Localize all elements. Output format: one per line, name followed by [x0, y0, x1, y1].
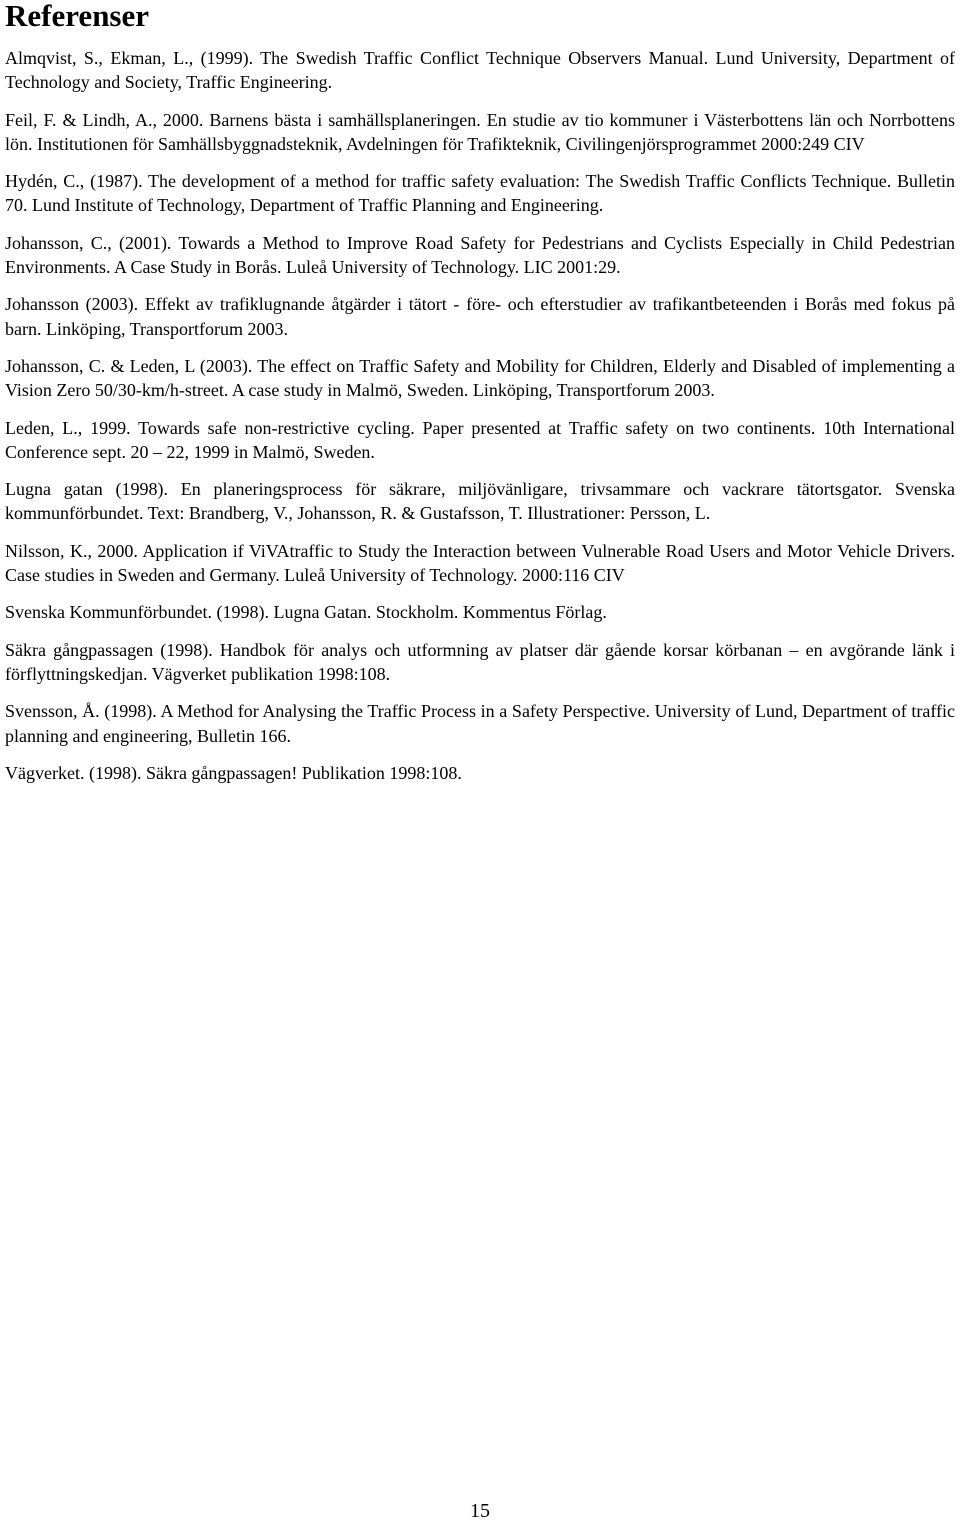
reference-entry: Johansson (2003). Effekt av trafiklugnande åtgärder i tätort - före- och efterstudier av trafikantbeteenden i Borås med fokus på barn. Linköping, Transportforum 2003.	[5, 294, 955, 339]
reference-entry: Feil, F. & Lindh, A., 2000. Barnens bästa i samhällsplaneringen. En studie av tio kommuner i Västerbottens län och Norrbottens lön. Institutionen för Samhällsbyggnadsteknik, Avdelningen för Trafikteknik, Civilingenjörsprogrammet 2000:249 CIV	[5, 109, 955, 154]
reference-entry: Leden, L., 1999. Towards safe non-restrictive cycling. Paper presented at Traffic safety on two continents. 10th International Conference sept. 20 – 22, 1999 in Malmö, Sweden.	[5, 417, 955, 462]
page-number: 15	[470, 1500, 490, 1522]
reference-entry: Hydén, C., (1987). The development of a method for traffic safety evaluation: The Swedish Traffic Conflicts Technique. Bulletin 70. Lund Institute of Technology, Department of Traffic Planning and Engineering.	[5, 171, 955, 216]
reference-entry: Almqvist, S., Ekman, L., (1999). The Swedish Traffic Conflict Technique Observers Manual. Lund University, Department of Technology and Society, Traffic Engineering.	[5, 48, 955, 93]
reference-entry: Nilsson, K., 2000. Application if ViVAtraffic to Study the Interaction between Vulnerable Road Users and Motor Vehicle Drivers. Case studies in Sweden and Germany. Luleå University of Technology. 2000:116 CIV	[5, 540, 955, 586]
reference-entry: Johansson, C. & Leden, L (2003). The effect on Traffic Safety and Mobility for Children, Elderly and Disabled of implementing a Vision Zero 50/30-km/h-street. A case study in Malmö, Sweden. Linköping, Transportforum 2003.	[5, 355, 955, 401]
reference-entry: Lugna gatan (1998). En planeringsprocess för säkrare, miljövänligare, trivsammare och vackrare tätortsgator. Svenska kommunförbundet. Text: Brandberg, V., Johansson, R. & Gustafsson, T. Illustrationer: Persson, L.	[5, 479, 955, 524]
reference-entry: Svensson, Å. (1998). A Method for Analysing the Traffic Process in a Safety Perspective. University of Lund, Department of traffic planning and engineering, Bulletin 166.	[5, 701, 955, 746]
reference-entry: Svenska Kommunförbundet. (1998). Lugna Gatan. Stockholm. Kommentus Förlag.	[5, 602, 607, 623]
reference-entry: Johansson, C., (2001). Towards a Method to Improve Road Safety for Pedestrians and Cyclists Especially in Child Pedestrian Environments. A Case Study in Borås. Luleå University of Technology. LIC 2001:29.	[5, 232, 955, 278]
reference-list	[5, 46, 955, 798]
reference-entry: Vägverket. (1998). Säkra gångpassagen! Publikation 1998:108.	[5, 762, 462, 783]
reference-entry: Säkra gångpassagen (1998). Handbok för analys och utformning av platser där gående korsar körbanan – en avgörande länk i förflyttningskedjan. Vägverket publikation 1998:108.	[5, 639, 955, 684]
page-title: Referenser	[5, 0, 150, 33]
